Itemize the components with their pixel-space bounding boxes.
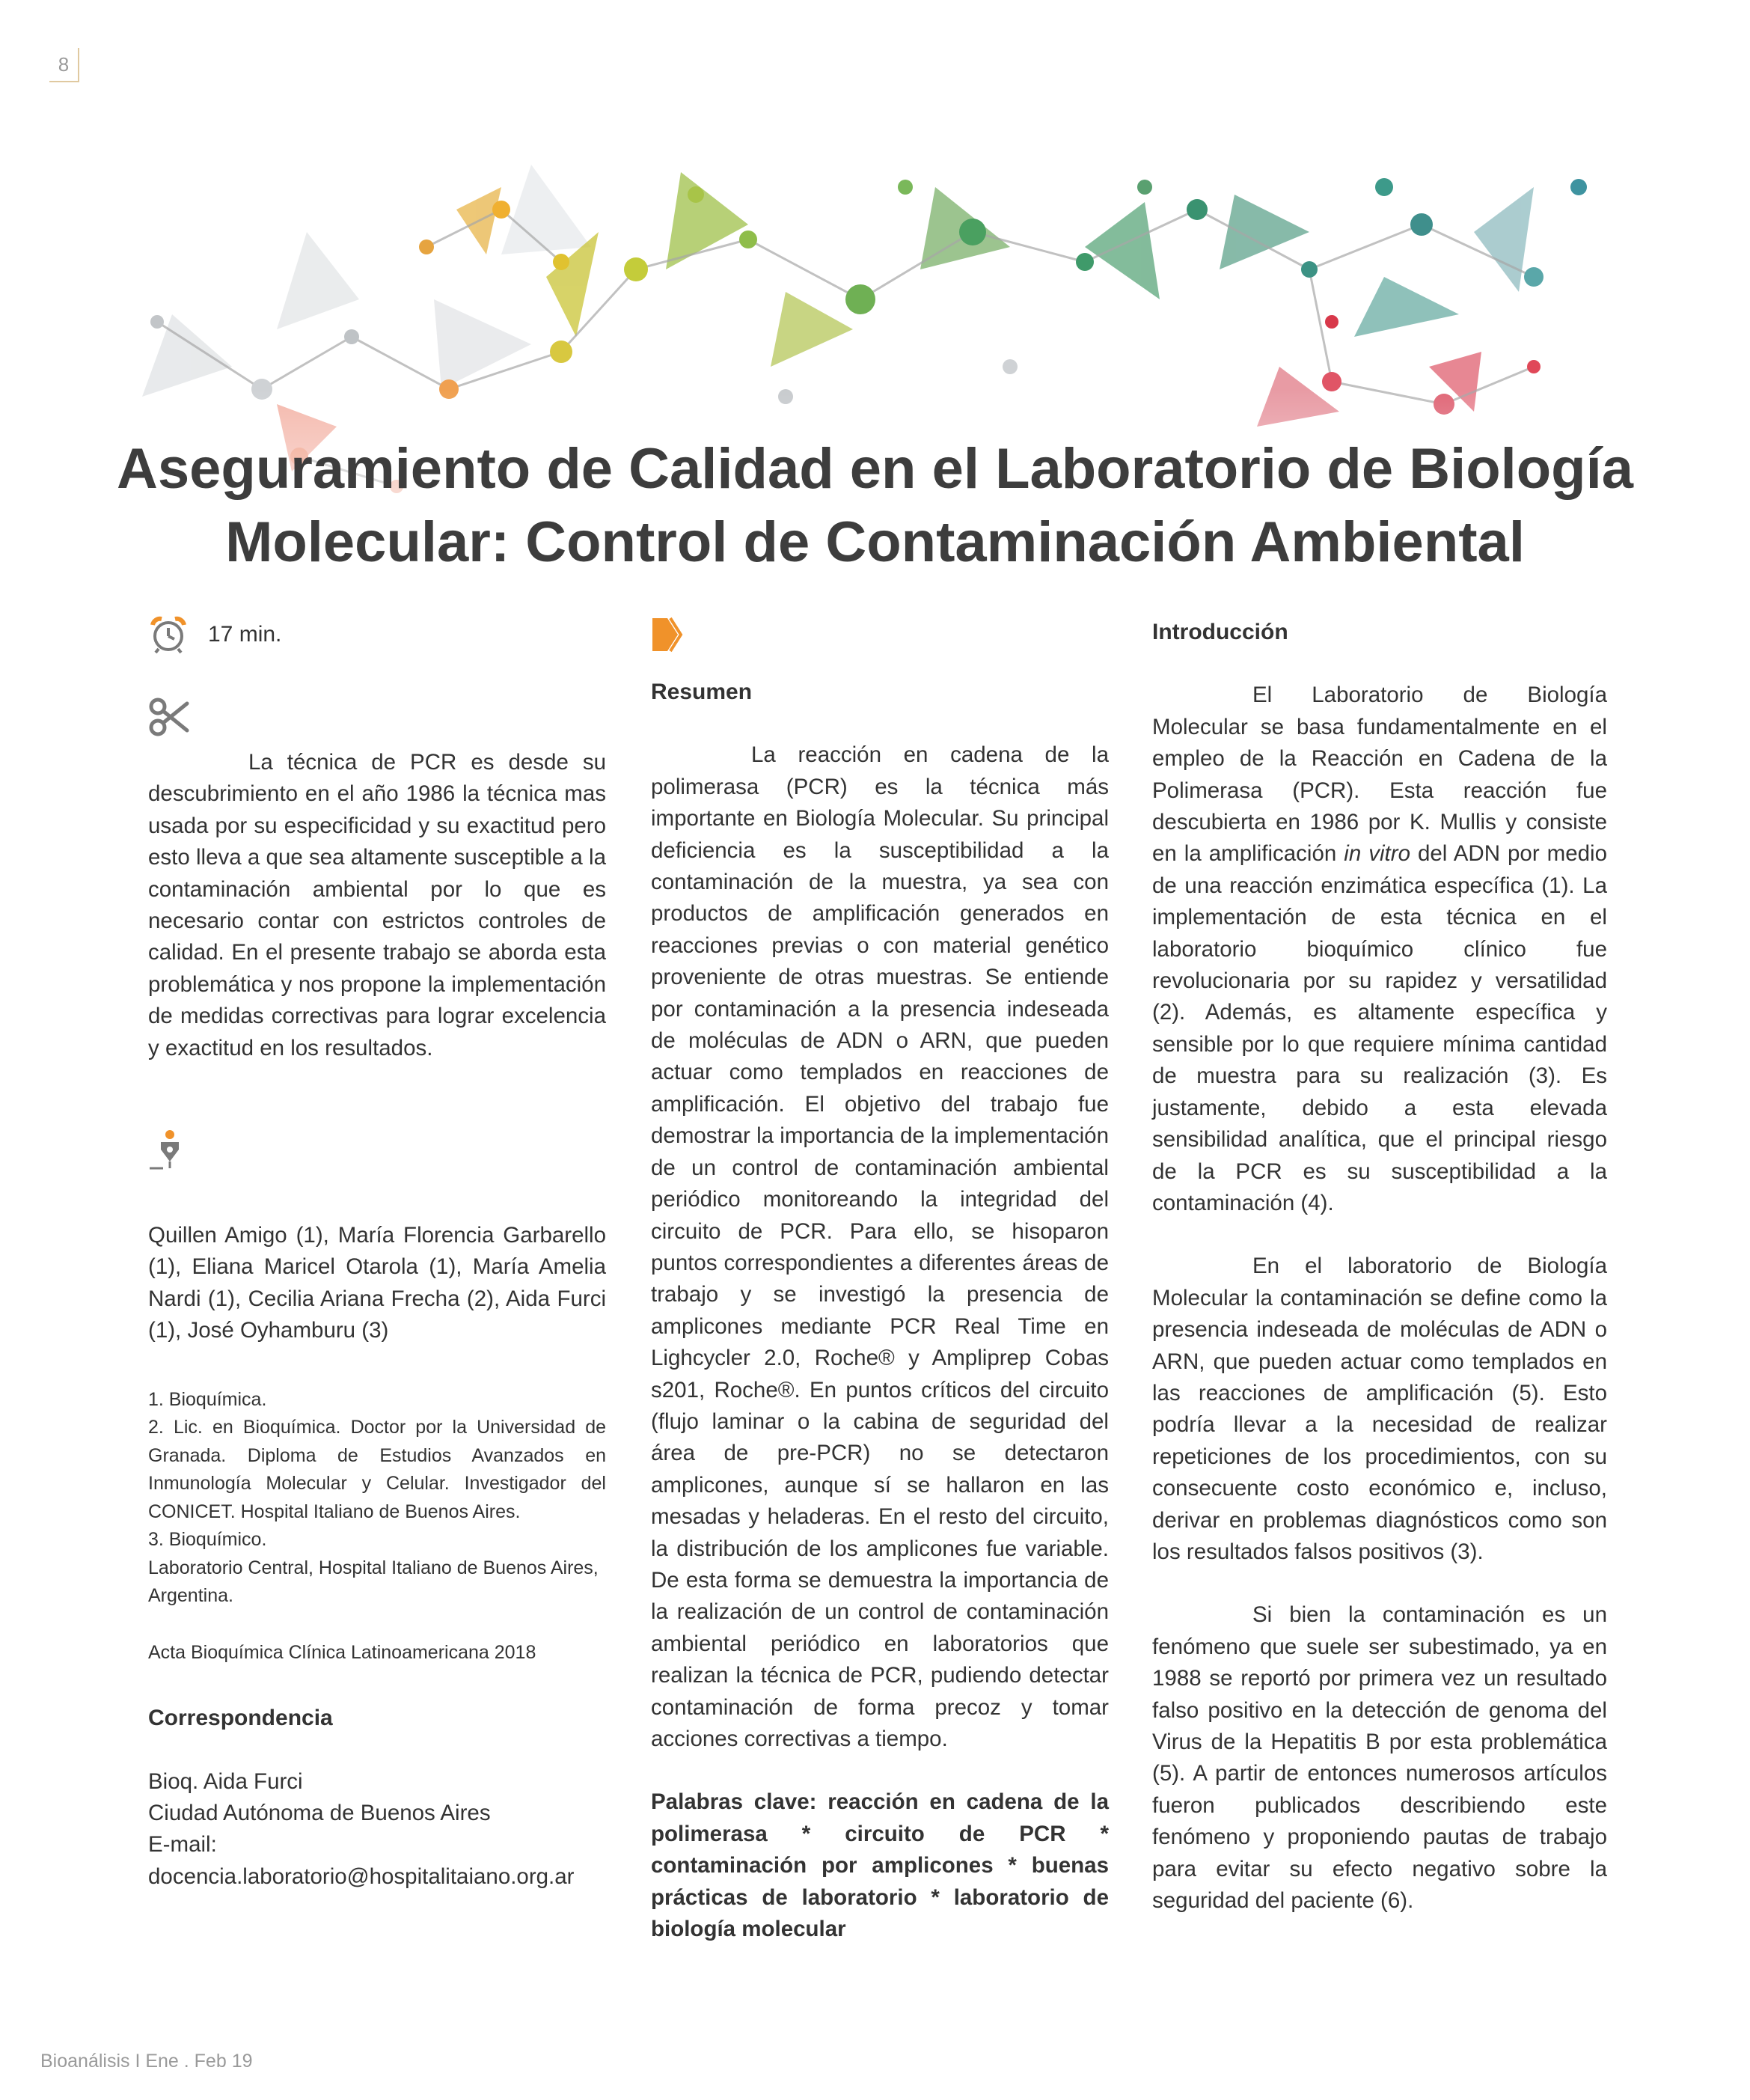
correspondence-name: Bioq. Aida Furci: [148, 1768, 303, 1794]
affiliation-1: 1. Bioquímica.: [148, 1388, 267, 1410]
reading-time: [148, 614, 281, 656]
resumen-heading: Resumen: [651, 680, 753, 704]
title-line-2: Molecular: Control de Contaminación Ambiental: [225, 510, 1525, 574]
reading-time-label: 17 min.: [208, 622, 282, 647]
article-title: [75, 433, 1675, 579]
correspondence-email[interactable]: docencia.laboratorio@hospitalitaiano.org.ar: [148, 1864, 575, 1889]
page-footer: Bioanálisis I Ene . Feb 19: [40, 2051, 253, 2072]
alarm-clock-icon: [148, 614, 189, 655]
right-column: [1152, 614, 1607, 1917]
affiliation-2: 2. Lic. en Bioquímica. Doctor por la Universidad de Granada. Diploma de Estudios Avanzados en Inmunología Molecular y Celular. Investigador del CONICET. Hospital Italiano de Buenos Aires.: [148, 1417, 606, 1522]
middle-column: [651, 614, 1109, 1945]
authors: Quillen Amigo (1), María Florencia Garbarello (1), Eliana Maricel Otarola (1), María Amelia Nardi (1), Cecilia Ariana Frecha (2), Aida Furci (1), José Oyhamburu (3): [148, 1223, 606, 1343]
intro-p1-italic: in vitro: [1344, 841, 1410, 867]
short-abstract: La técnica de PCR es desde su descubrimiento en el año 1986 la técnica mas usada por su especificidad y su exactitud pero esto lleva a que sea altamente susceptible a la contaminación ambiental por lo que es necesario contar con estrictos controles de calidad. En el presente trabajo se aborda esta problemática y nos propone la implementación de medidas correctivas para lograr excelencia y exactitud en los resultados.: [148, 750, 606, 1060]
intro-paragraph-1: [1152, 680, 1607, 1219]
correspondence-block: [148, 1766, 606, 1893]
affiliation-institution: Laboratorio Central, Hospital Italiano de Buenos Aires, Argentina.: [148, 1557, 599, 1607]
intro-paragraph-3: Si bien la contaminación es un fenómeno que suele ser subestimado, ya en 1988 se reportó por primera vez un resultado falso positivo en la detección de genoma del Virus de la Hepatitis B por esta problemática (5). A partir de entonces numerosos artículos fueron publicados describiendo este fenómeno y proponiendo pautas de trabajo para evitar su efecto negativo sobre la seguridad del paciente (6).: [1152, 1602, 1607, 1914]
resumen-text: La reacción en cadena de la polimerasa (PCR) es la técnica más importante en Biología Molecular. Su principal deficiencia es la susceptibilidad a la contaminación de la muestra, ya sea con productos de amplificación generados en reacciones previas o con material genético proveniente de otras muestras. Se entiende por contaminación a la presencia indeseada de moléculas de ADN o ARN, que pueden actuar como templados en reacciones de amplificación. El objetivo del trabajo fue demostrar la importancia de la implementación de un control de contaminación ambiental periódico monitoreando la integridad del circuito de PCR. Para ello, se hisoparon puntos correspondientes a diferentes áreas de trabajo y se investigó la presencia de amplicones mediante PCR Real Time en Lighcycler 2.0, Roche® y Ampliprep Cobas s201, Roche®. En puntos críticos del circuito (flujo laminar o la cabina de seguridad del área de pre-PCR) no se detectaron amplicones, aunque sí se hallaron en las mesadas y heladeras. En el resto del circuito, la distribución de los amplicones fue variable. De esta forma se demuestra la importancia de la realización de un control de contaminación ambiental periódico en laboratorios que realizan la técnica de PCR, pudiendo detectar contaminación de forma precoz y tomar acciones correctivas a tiempo.: [651, 742, 1109, 1751]
affiliation-3: 3. Bioquímico.: [148, 1529, 267, 1551]
left-column: [148, 696, 606, 1893]
fountain-pen-icon: [148, 1129, 186, 1170]
intro-heading: Introducción: [1152, 620, 1288, 644]
correspondence-heading: Correspondencia: [148, 1706, 333, 1731]
chevron-arrow-icon: [651, 615, 685, 654]
keywords: Palabras clave: reacción en cadena de la polimerasa * circuito de PCR * contaminación por amplicones * buenas prácticas de laboratorio * laboratorio de biología molecular: [651, 1789, 1109, 1942]
page-number: 8: [49, 48, 79, 82]
scissors-icon: [148, 696, 190, 738]
intro-p1-end: del ADN por medio de una reacción enzimática específica (1). La implementación de esta técnica en el laboratorio bioquímico clínico fue revolucionaria por su rapidez y versatilidad (2). Además, es altamente específica y sensible por lo que requiere mínima cantidad de muestra para su realización (3). Es justamente, debido a esta elevada sensibilidad analítica, que el principal riesgo de la PCR es su susceptibilidad a la contaminación (4).: [1152, 841, 1608, 1215]
intro-paragraph-2: En el laboratorio de Biología Molecular la contaminación se define como la presencia indeseada de moléculas de ADN o ARN, que pueden actuar como templados en las reacciones de amplificación (5). Esto podría llevar a la necesidad de realizar repeticiones de los procedimientos, con su consecuente costo económico e, incluso, derivar en problemas diagnósticos como son los resultados falsos positivos (3).: [1152, 1254, 1607, 1564]
correspondence-city: Ciudad Autónoma de Buenos Aires: [148, 1801, 491, 1825]
correspondence-email-label: E-mail:: [148, 1832, 217, 1858]
title-line-1: Aseguramiento de Calidad en el Laboratorio de Biología: [117, 437, 1633, 501]
journal-citation: Acta Bioquímica Clínica Latinoamericana 2018: [148, 1641, 536, 1663]
affiliations: [148, 1386, 606, 1611]
intro-p1-start: El Laboratorio de Biología Molecular se basa fundamentalmente en el empleo de la Reacción en Cadena de la Polimerasa (PCR). Esta reacción fue descubierta en 1986 por K. Mullis y consiste en la amplificación: [1152, 683, 1607, 867]
